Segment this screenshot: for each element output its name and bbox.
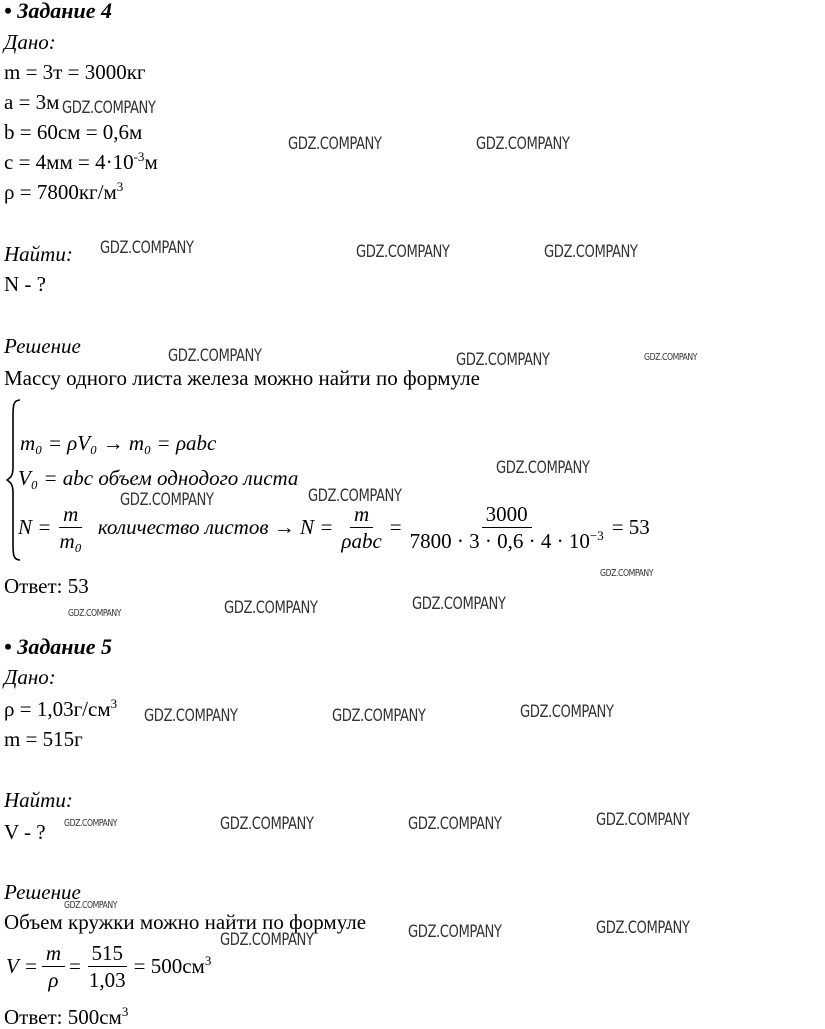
watermark: GDZ.COMPANY	[308, 486, 402, 506]
task4-answer: Ответ: 53	[4, 574, 89, 598]
watermark: GDZ.COMPANY	[64, 900, 118, 911]
watermark: GDZ.COMPANY	[412, 594, 506, 614]
watermark: GDZ.COMPANY	[596, 810, 690, 830]
formula-volume: V₀ = abc объем однодого листа	[18, 466, 299, 490]
watermark: GDZ.COMPANY	[408, 922, 502, 942]
task5-answer: Ответ: $500см^3$	[4, 1004, 129, 1029]
fraction-515-over-103: $\frac{515}{1,03}$	[88, 941, 126, 992]
task4-heading: • Задание 4	[4, 0, 113, 23]
watermark: GDZ.COMPANY	[496, 458, 590, 478]
watermark: GDZ.COMPANY	[62, 98, 156, 118]
watermark: GDZ.COMPANY	[600, 568, 654, 579]
task5-given-m: m = 515г	[4, 727, 83, 751]
task5-find: V - ?	[4, 820, 46, 844]
fraction-m-over-m0: $\frac{m}{\text{m₀}}$	[59, 502, 82, 553]
watermark: GDZ.COMPANY	[544, 242, 638, 262]
task4-given-b: b = 60см = 0,6м	[4, 120, 143, 144]
formula-volume-calc: V = $\frac{m}{\rho}$ = $\frac{515}{1,03}$ = $500см^3$	[6, 941, 212, 992]
watermark: GDZ.COMPANY	[168, 346, 262, 366]
task5-heading: • Задание 5	[4, 634, 113, 659]
watermark: GDZ.COMPANY	[356, 242, 450, 262]
watermark: GDZ.COMPANY	[144, 706, 238, 726]
task5-given-label: Дано:	[4, 665, 56, 689]
fraction-m-over-rho: $\frac{m}{\rho}$	[42, 942, 65, 991]
formula-mass: m₀ = ρV₀ → m₀ = ρabc	[20, 431, 217, 455]
formula-count: N = $\frac{m}{\text{m₀}}$ количество листов → N = $\frac{m}{\text{ρabc}}$ = $\frac{3000}{7800 \cdot 3 \cdot 0,6 \cdot 4 \cdot 10^{-3}}$ = 53	[18, 502, 650, 553]
watermark: GDZ.COMPANY	[288, 134, 382, 154]
task4-given-rho: $\rho = 7800кг/м^3$	[4, 179, 124, 204]
task5-solution-label: Решение	[4, 880, 81, 904]
fraction-numeric: $\frac{3000}{7800 \cdot 3 \cdot 0,6 \cdot 4 \cdot 10^{-3}}$	[409, 502, 604, 553]
task4-given-label: Дано:	[4, 30, 56, 54]
watermark: GDZ.COMPANY	[332, 706, 426, 726]
watermark: GDZ.COMPANY	[224, 598, 318, 618]
task5-find-label: Найти:	[4, 788, 73, 812]
watermark: GDZ.COMPANY	[596, 918, 690, 938]
task4-find-label: Найти:	[4, 242, 73, 266]
watermark: GDZ.COMPANY	[520, 702, 614, 722]
watermark: GDZ.COMPANY	[220, 930, 314, 950]
task5-given-rho: $\rho = 1,03г/см^3$	[4, 696, 118, 721]
watermark: GDZ.COMPANY	[408, 814, 502, 834]
watermark: GDZ.COMPANY	[476, 134, 570, 154]
watermark: GDZ.COMPANY	[644, 352, 698, 363]
task4-solution-label: Решение	[4, 334, 81, 358]
watermark: GDZ.COMPANY	[120, 490, 214, 510]
task4-given-mass: m = 3т = 3000кг	[4, 60, 146, 84]
watermark: GDZ.COMPANY	[220, 814, 314, 834]
task4-find: N - ?	[4, 272, 46, 296]
fraction-m-over-rhoabc: $\frac{m}{\text{ρabc}}$	[341, 502, 382, 553]
watermark: GDZ.COMPANY	[64, 818, 118, 829]
task4-given-a: a = 3м	[4, 90, 60, 114]
watermark: GDZ.COMPANY	[100, 238, 194, 258]
watermark: GDZ.COMPANY	[68, 608, 122, 619]
watermark: GDZ.COMPANY	[456, 350, 550, 370]
task4-solution-text: Массу одного листа железа можно найти по формуле	[4, 366, 480, 390]
task5-solution-text: Объем кружки можно найти по формуле	[4, 910, 367, 934]
task4-given-c: $c = 4мм = 4\cdot 10^{-3}м$	[4, 149, 158, 174]
